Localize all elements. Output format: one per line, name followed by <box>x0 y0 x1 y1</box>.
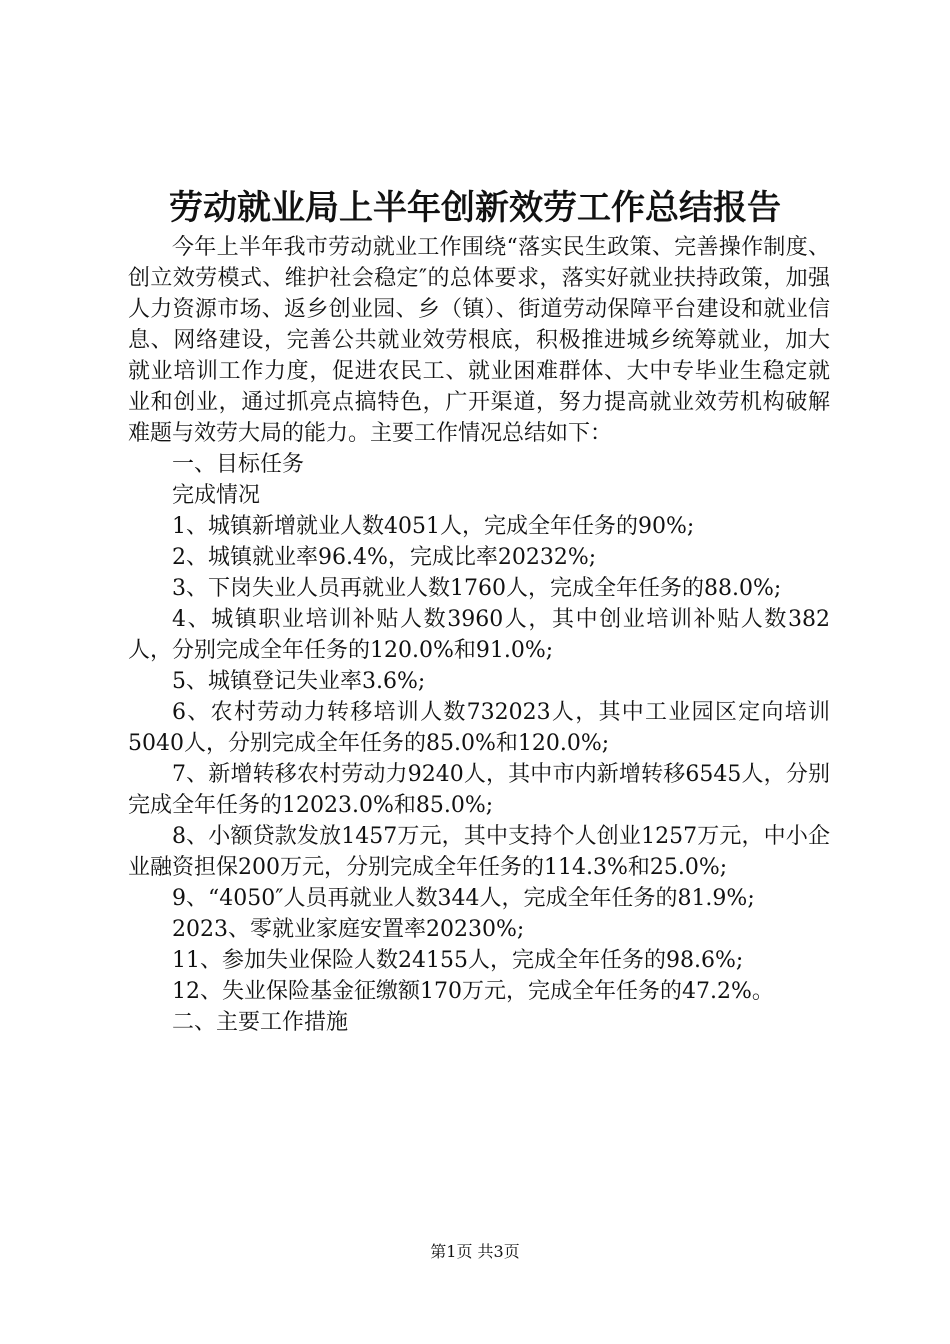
list-item: 7、新增转移农村劳动力9240人，其中市内新增转移6545人，分别完成全年任务的12023.0%和85.0%; <box>128 762 830 818</box>
document-title: 劳动就业局上半年创新效劳工作总结报告 <box>169 188 781 228</box>
list-item: 2023、零就业家庭安置率20230%; <box>172 917 525 942</box>
section-heading-measures: 二、主要工作措施 <box>172 1010 349 1035</box>
list-item: 1、城镇新增就业人数4051人，完成全年任务的90%; <box>172 514 695 539</box>
list-item: 3、下岗失业人员再就业人数1760人，完成全年任务的88.0%; <box>172 576 782 601</box>
list-item: 11、参加失业保险人数24155人，完成全年任务的98.6%; <box>172 948 744 973</box>
list-item: 8、小额贷款发放1457万元，其中支持个人创业1257万元，中小企业融资担保200万元，分别完成全年任务的114.3%和25.0%; <box>128 824 830 880</box>
section-heading-targets: 一、目标任务 <box>172 452 305 477</box>
subheading-completion: 完成情况 <box>172 483 261 508</box>
list-item: 2、城镇就业率96.4%，完成比率20232%; <box>172 545 597 570</box>
list-item: 12、失业保险基金征缴额170万元，完成全年任务的47.2%。 <box>172 979 774 1004</box>
list-item: 5、城镇登记失业率3.6%; <box>172 669 426 694</box>
list-item: 6、农村劳动力转移培训人数732023人，其中工业园区定向培训5040人，分别完成全年任务的85.0%和120.0%; <box>128 700 830 756</box>
list-item: 9、“4050″人员再就业人数344人，完成全年任务的81.9%; <box>172 886 755 911</box>
intro-paragraph: 今年上半年我市劳动就业工作围绕“落实民生政策、完善操作制度、创立效劳模式、维护社会稳定″的总体要求，落实好就业扶持政策，加强人力资源市场、返乡创业园、乡（镇）、街道劳动保障平台建设和就业信息、网络建设，完善公共就业效劳根底，积极推进城乡统筹就业，加大就业培训工作力度，促进农民工、就业困难群体、大中专毕业生稳定就业和创业，通过抓亮点搞特色，广开渠道，努力提高就业效劳机构破解难题与效劳大局的能力。主要工作情况总结如下： <box>128 235 830 446</box>
page-footer: 第1页 共3页 <box>430 1242 520 1261</box>
list-item: 4、城镇职业培训补贴人数3960人，其中创业培训补贴人数382人，分别完成全年任务的120.0%和91.0%; <box>128 607 830 663</box>
document-body <box>128 232 830 1038</box>
